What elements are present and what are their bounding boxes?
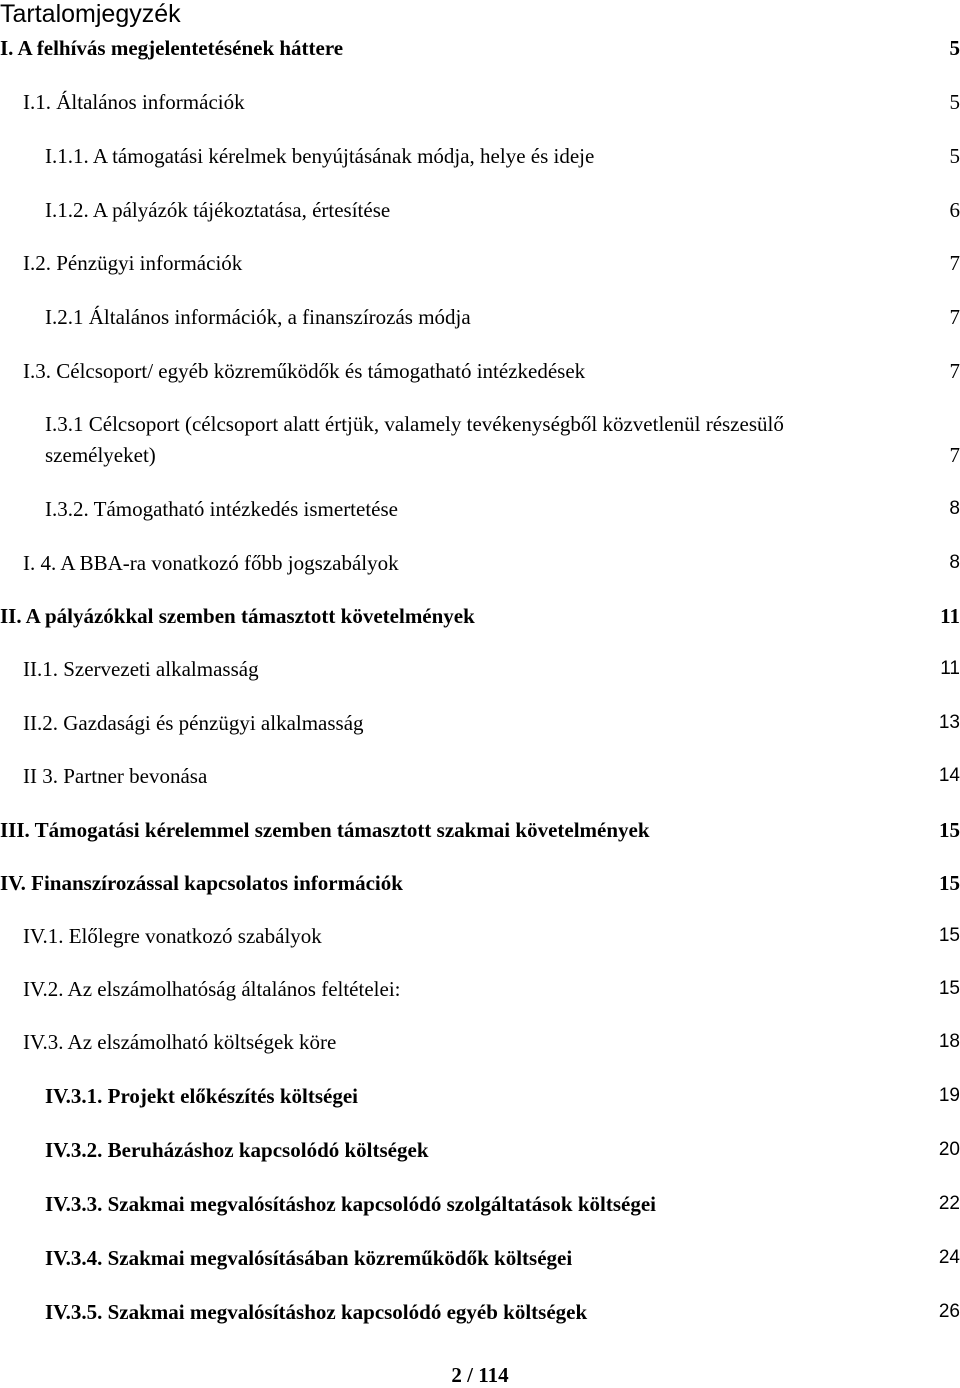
toc-entry-level-2[interactable] bbox=[0, 762, 960, 790]
toc-entry-page: 11 bbox=[940, 602, 960, 630]
toc-entry-text[interactable]: IV.3.1. Projekt előkészítés költségei bbox=[45, 1082, 358, 1110]
toc-entry-page: 13 bbox=[939, 709, 960, 737]
toc-title: Tartalomjegyzék bbox=[0, 0, 181, 28]
toc-entry-page: 8 bbox=[949, 495, 960, 523]
toc-entry-level-2[interactable] bbox=[0, 549, 960, 577]
toc-entry-level-3-continuation[interactable] bbox=[0, 441, 960, 469]
toc-entry-text[interactable]: IV.3.5. Szakmai megvalósításhoz kapcsolódó egyéb költségek bbox=[45, 1298, 587, 1326]
toc-entry-level-3[interactable] bbox=[0, 1244, 960, 1272]
toc-entry-page: 15 bbox=[939, 975, 960, 1003]
toc-entry-text[interactable]: II.2. Gazdasági és pénzügyi alkalmasság bbox=[23, 709, 364, 737]
toc-entry-text[interactable]: I.2. Pénzügyi információk bbox=[23, 249, 242, 277]
toc-entry-level-3[interactable] bbox=[0, 1082, 960, 1110]
toc-entry-level-2[interactable] bbox=[0, 655, 960, 683]
toc-entry-level-3[interactable] bbox=[0, 1298, 960, 1326]
toc-entry-page: 15 bbox=[939, 922, 960, 950]
toc-entry-page: 5 bbox=[950, 34, 960, 62]
toc-entry-page: 18 bbox=[939, 1028, 960, 1056]
toc-entry-page: 15 bbox=[939, 869, 960, 897]
toc-entry-text[interactable]: I. A felhívás megjelentetésének háttere bbox=[0, 34, 343, 62]
toc-entry-text[interactable]: IV.3.3. Szakmai megvalósításhoz kapcsolódó szolgáltatások költségei bbox=[45, 1190, 656, 1218]
toc-entry-page: 11 bbox=[940, 655, 960, 683]
toc-entry-level-3[interactable] bbox=[0, 196, 960, 224]
toc-entry-level-2[interactable] bbox=[0, 922, 960, 950]
toc-entry-level-2[interactable] bbox=[0, 249, 960, 277]
toc-entry-text[interactable]: I.1. Általános információk bbox=[23, 88, 245, 116]
toc-entry-level-3[interactable] bbox=[0, 410, 960, 438]
toc-entry-text[interactable]: I. 4. A BBA-ra vonatkozó főbb jogszabályok bbox=[23, 549, 399, 577]
toc-entry-text[interactable]: I.2.1 Általános információk, a finanszírozás módja bbox=[45, 303, 471, 331]
toc-entry-text[interactable]: III. Támogatási kérelemmel szemben támasztott szakmai követelmények bbox=[0, 816, 650, 844]
toc-entry-page: 7 bbox=[950, 303, 960, 331]
toc-entry-page: 5 bbox=[950, 88, 960, 116]
toc-entry-level-3[interactable] bbox=[0, 303, 960, 331]
toc-entry-text[interactable]: II 3. Partner bevonása bbox=[23, 762, 207, 790]
toc-entry-text[interactable]: IV.2. Az elszámolhatóság általános feltételei: bbox=[23, 975, 401, 1003]
toc-entry-level-3[interactable] bbox=[0, 1136, 960, 1164]
toc-entry-text[interactable]: I.1.1. A támogatási kérelmek benyújtásának módja, helye és ideje bbox=[45, 142, 594, 170]
toc-entry-page: 5 bbox=[950, 142, 960, 170]
toc-entry-level-1[interactable] bbox=[0, 602, 960, 630]
toc-entry-text[interactable]: I.1.2. A pályázók tájékoztatása, értesítése bbox=[45, 196, 390, 224]
toc-entry-level-2[interactable] bbox=[0, 709, 960, 737]
toc-entry-level-2[interactable] bbox=[0, 88, 960, 116]
toc-entry-page: 22 bbox=[939, 1190, 960, 1218]
toc-entry-text[interactable]: személyeket) bbox=[45, 441, 156, 469]
toc-entry-text[interactable]: II. A pályázókkal szemben támasztott követelmények bbox=[0, 602, 475, 630]
toc-entry-text[interactable]: IV. Finanszírozással kapcsolatos információk bbox=[0, 869, 403, 897]
toc-entry-level-3[interactable] bbox=[0, 1190, 960, 1218]
toc-entry-page: 20 bbox=[939, 1136, 960, 1164]
toc-entry-page: 15 bbox=[939, 816, 960, 844]
toc-entry-page: 7 bbox=[950, 357, 960, 385]
toc-entry-page: 14 bbox=[939, 762, 960, 790]
toc-entry-text[interactable]: II.1. Szervezeti alkalmasság bbox=[23, 655, 259, 683]
toc-entry-page: 19 bbox=[939, 1082, 960, 1110]
toc-entry-level-2[interactable] bbox=[0, 1028, 960, 1056]
toc-entry-level-3[interactable] bbox=[0, 142, 960, 170]
toc-entry-text[interactable]: I.3. Célcsoport/ egyéb közreműködők és támogatható intézkedések bbox=[23, 357, 585, 385]
toc-entry-text[interactable]: IV.3. Az elszámolható költségek köre bbox=[23, 1028, 336, 1056]
toc-entry-level-2[interactable] bbox=[0, 357, 960, 385]
toc-entry-text[interactable]: IV.3.2. Beruházáshoz kapcsolódó költségek bbox=[45, 1136, 429, 1164]
toc-entry-page: 7 bbox=[950, 441, 960, 469]
toc-entry-page: 8 bbox=[949, 549, 960, 577]
toc-entry-level-3[interactable] bbox=[0, 495, 960, 523]
toc-entry-level-1[interactable] bbox=[0, 869, 960, 897]
toc-entry-page: 7 bbox=[950, 249, 960, 277]
toc-entry-text[interactable]: IV.1. Előlegre vonatkozó szabályok bbox=[23, 922, 322, 950]
toc-entry-page: 24 bbox=[939, 1244, 960, 1272]
toc-entry-level-1[interactable] bbox=[0, 34, 960, 62]
toc-entry-level-2[interactable] bbox=[0, 975, 960, 1003]
toc-entry-page: 26 bbox=[939, 1298, 960, 1326]
toc-entry-page: 6 bbox=[950, 196, 960, 224]
toc-entry-level-1[interactable] bbox=[0, 816, 960, 844]
toc-entry-text[interactable]: IV.3.4. Szakmai megvalósításában közreműködők költségei bbox=[45, 1244, 572, 1272]
page-number-footer: 2 / 114 bbox=[0, 1362, 960, 1388]
toc-entry-text[interactable]: I.3.2. Támogatható intézkedés ismertetése bbox=[45, 495, 398, 523]
toc-entry-text[interactable]: I.3.1 Célcsoport (célcsoport alatt értjük, valamely tevékenységből közvetlenül részesülő bbox=[45, 410, 784, 438]
